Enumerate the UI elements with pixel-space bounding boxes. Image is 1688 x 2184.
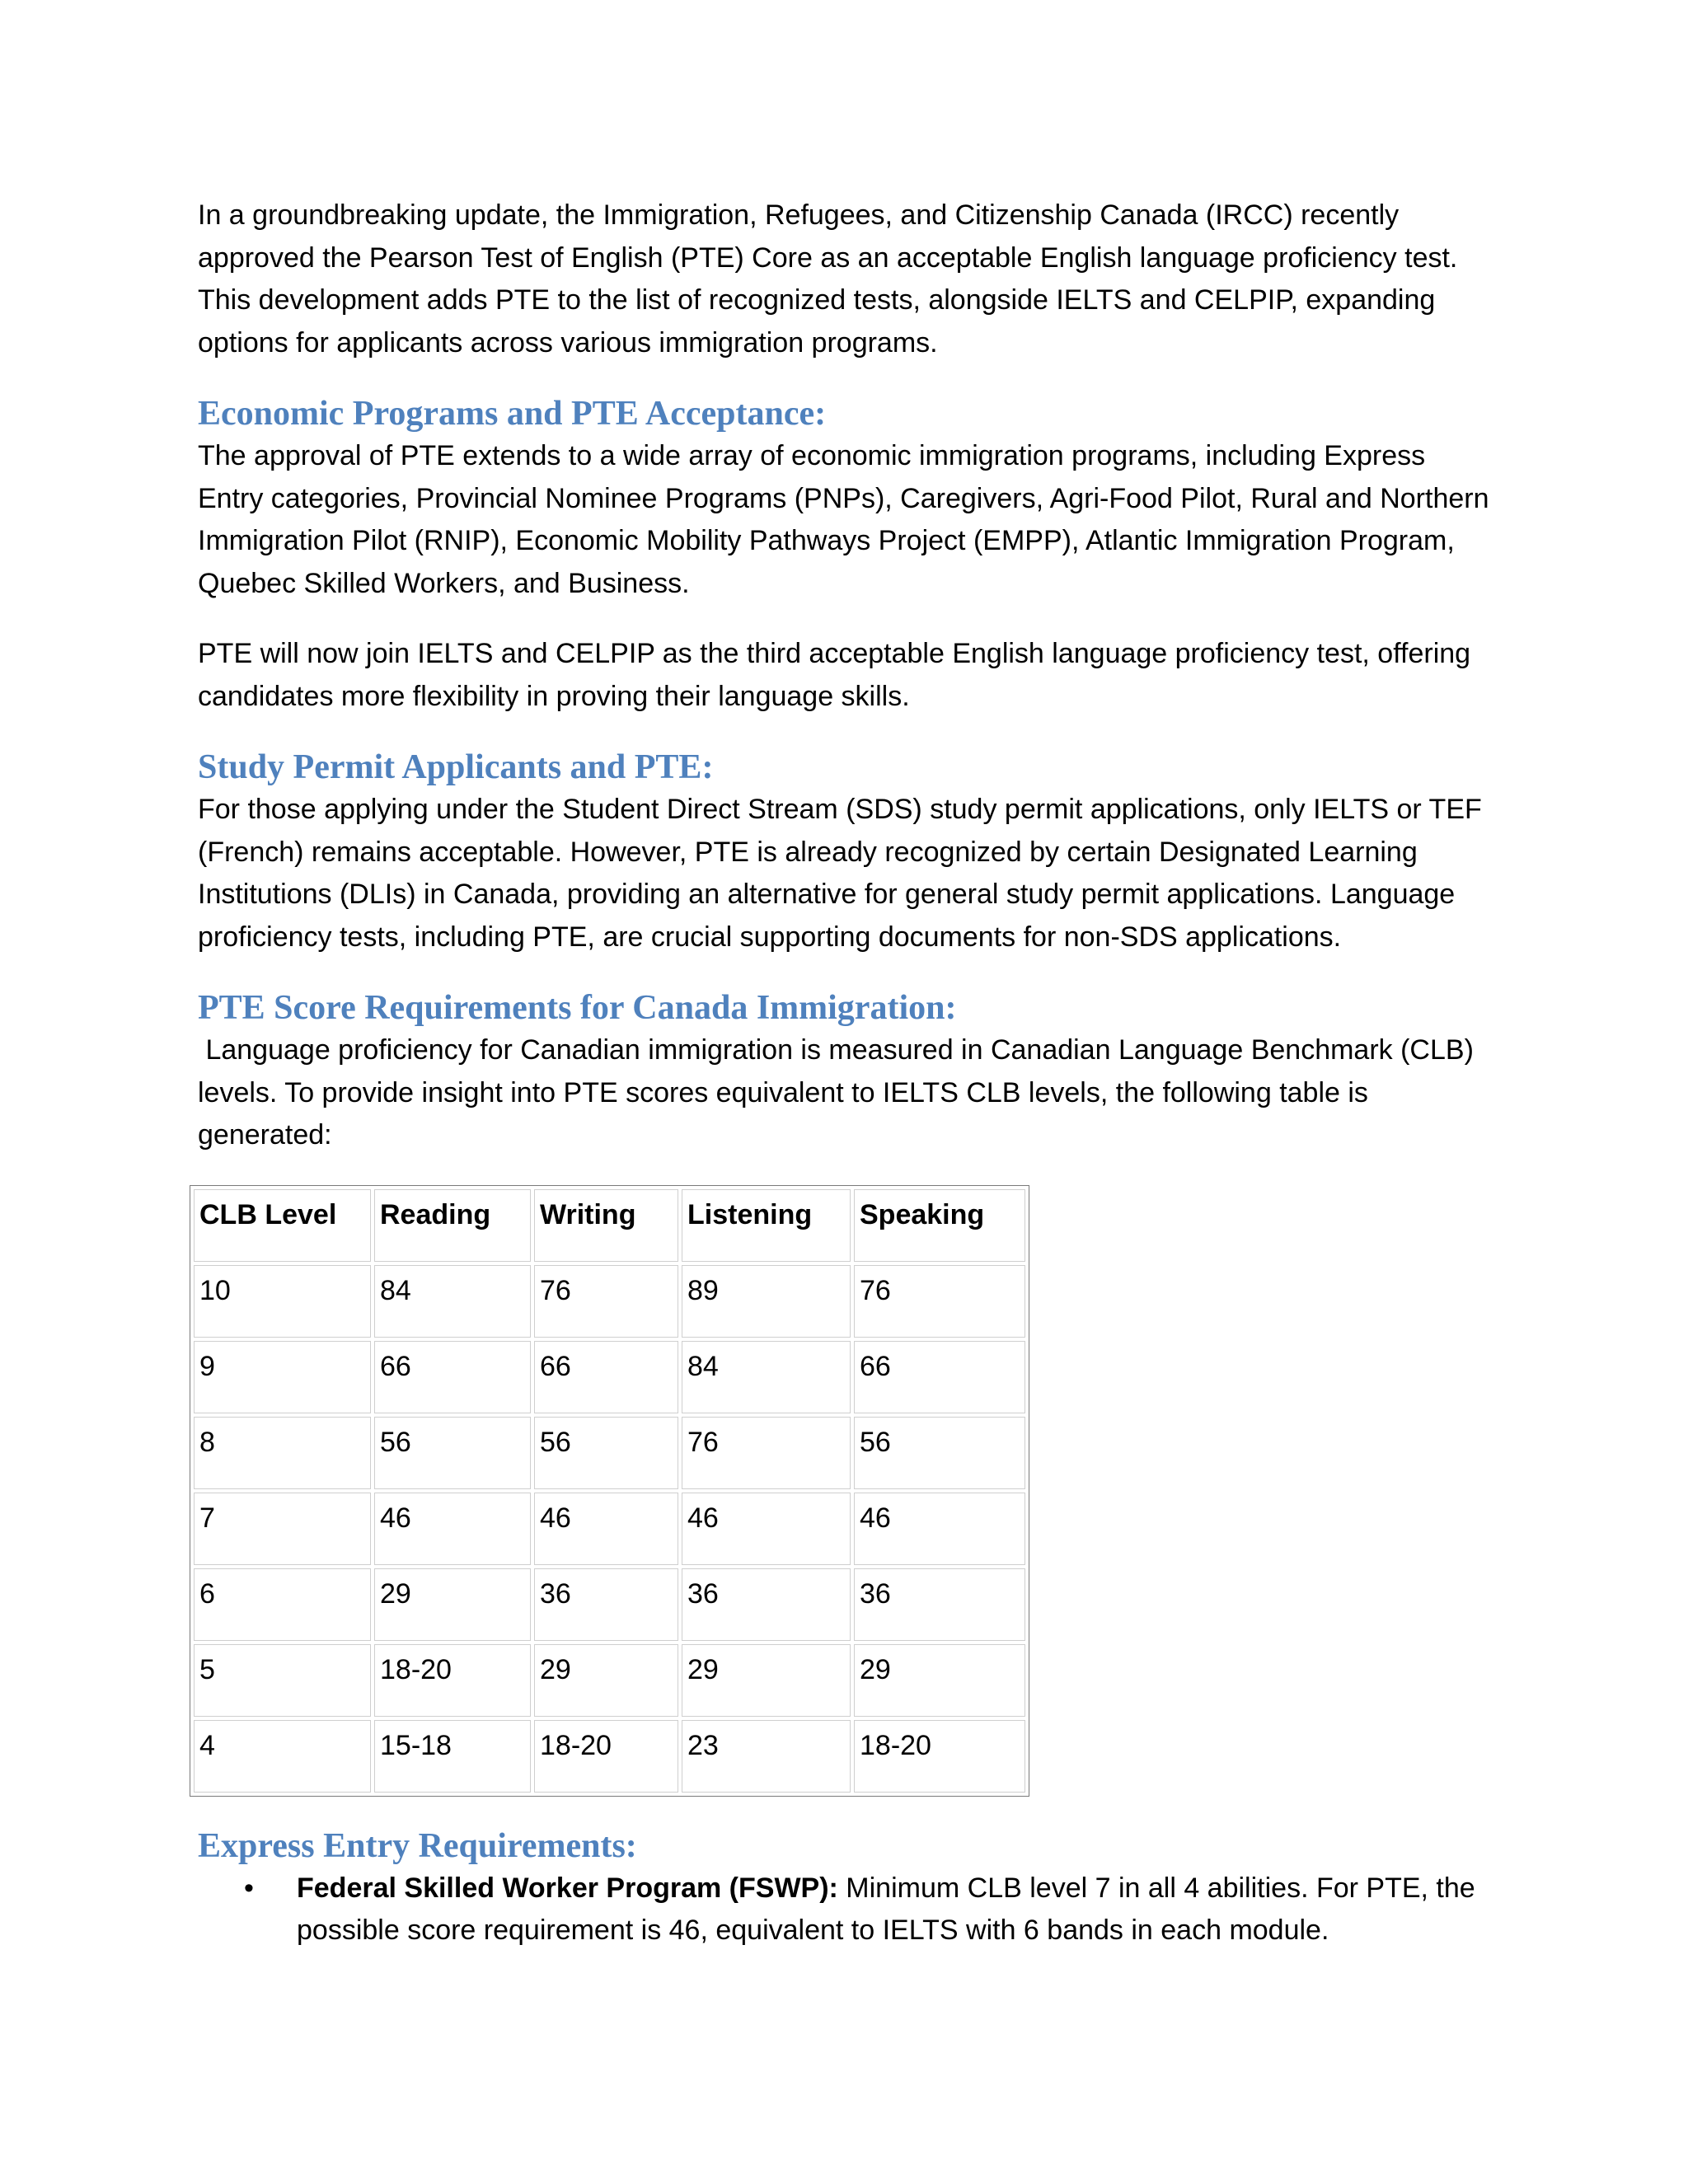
table-cell: 9 bbox=[194, 1341, 371, 1413]
table-cell: 18-20 bbox=[854, 1720, 1025, 1793]
table-cell: 10 bbox=[194, 1265, 371, 1338]
table-cell: 5 bbox=[194, 1644, 371, 1717]
table-cell: 46 bbox=[374, 1493, 531, 1565]
table-cell: 56 bbox=[374, 1417, 531, 1489]
table-cell: 46 bbox=[534, 1493, 678, 1565]
document-page bbox=[198, 194, 1493, 1952]
table-cell: 36 bbox=[854, 1568, 1025, 1641]
table-cell: 8 bbox=[194, 1417, 371, 1489]
table-row bbox=[194, 1568, 1025, 1641]
table-cell: 66 bbox=[374, 1341, 531, 1413]
list-item-text: Minimum CLB level 7 in all 4 abilities. For PTE, the possible score requirement is 46, equivalent to IELTS with 6 bands in each module. bbox=[297, 1872, 1475, 1946]
intro-paragraph: In a groundbreaking update, the Immigration, Refugees, and Citizenship Canada (IRCC) recently approved the Pearson Test of English (PTE) Core as an acceptable English language proficiency test. This development adds PTE to the list of recognized tests, alongside IELTS and CELPIP, expanding options for applicants across various immigration programs. bbox=[198, 199, 1458, 359]
table-cell: 29 bbox=[374, 1568, 531, 1641]
list-item-label: Federal Skilled Worker Program (FSWP): bbox=[297, 1872, 838, 1904]
economic-paragraph-1: The approval of PTE extends to a wide array of economic immigration programs, including Express Entry categories, Provincial Nominee Programs (PNPs), Caregivers, Agri-Food Pilot, Rural and Northern Immigration Pilot (RNIP), Economic Mobility Pathways Project (EMPP), Atlantic Immigration Program, Quebec Skilled Workers, and Business. bbox=[198, 440, 1489, 599]
table-cell: 6 bbox=[194, 1568, 371, 1641]
list-item bbox=[198, 1868, 1493, 1952]
heading-economic-programs: Economic Programs and PTE Acceptance: bbox=[198, 395, 827, 433]
table-header-cell: Reading bbox=[374, 1189, 531, 1262]
table-header-cell: Listening bbox=[682, 1189, 851, 1262]
table-row bbox=[194, 1644, 1025, 1717]
table-cell: 29 bbox=[682, 1644, 851, 1717]
table-cell: 7 bbox=[194, 1493, 371, 1565]
express-entry-list bbox=[198, 1868, 1493, 1952]
table-cell: 46 bbox=[682, 1493, 851, 1565]
table-cell: 84 bbox=[682, 1341, 851, 1413]
table-row bbox=[194, 1417, 1025, 1489]
table-cell: 84 bbox=[374, 1265, 531, 1338]
table-cell: 29 bbox=[534, 1644, 678, 1717]
bullet-icon: • bbox=[244, 1872, 254, 1904]
economic-paragraph-2: PTE will now join IELTS and CELPIP as the third acceptable English language proficiency test, offering candidates more flexibility in proving their language skills. bbox=[198, 638, 1471, 712]
table-cell: 29 bbox=[854, 1644, 1025, 1717]
heading-pte-score-requirements: PTE Score Requirements for Canada Immigration: bbox=[198, 989, 957, 1027]
table-row bbox=[194, 1493, 1025, 1565]
table-cell: 36 bbox=[682, 1568, 851, 1641]
table-cell: 36 bbox=[534, 1568, 678, 1641]
table-cell: 4 bbox=[194, 1720, 371, 1793]
table-row bbox=[194, 1720, 1025, 1793]
table-cell: 76 bbox=[534, 1265, 678, 1338]
heading-study-permit: Study Permit Applicants and PTE: bbox=[198, 748, 714, 786]
table-cell: 56 bbox=[534, 1417, 678, 1489]
table-cell: 76 bbox=[854, 1265, 1025, 1338]
heading-express-entry: Express Entry Requirements: bbox=[198, 1826, 637, 1865]
table-row bbox=[194, 1265, 1025, 1338]
table-header-cell: Speaking bbox=[854, 1189, 1025, 1262]
table-cell: 23 bbox=[682, 1720, 851, 1793]
table-header-cell: CLB Level bbox=[194, 1189, 371, 1262]
table-header-cell: Writing bbox=[534, 1189, 678, 1262]
table-cell: 66 bbox=[534, 1341, 678, 1413]
table-cell: 56 bbox=[854, 1417, 1025, 1489]
table-row bbox=[194, 1341, 1025, 1413]
table-cell: 46 bbox=[854, 1493, 1025, 1565]
table-cell: 89 bbox=[682, 1265, 851, 1338]
table-cell: 18-20 bbox=[534, 1720, 678, 1793]
table-cell: 15-18 bbox=[374, 1720, 531, 1793]
table-cell: 66 bbox=[854, 1341, 1025, 1413]
clb-score-table bbox=[190, 1185, 1029, 1797]
table-cell: 76 bbox=[682, 1417, 851, 1489]
table-cell: 18-20 bbox=[374, 1644, 531, 1717]
study-paragraph: For those applying under the Student Direct Stream (SDS) study permit applications, only IELTS or TEF (French) remains acceptable. However, PTE is already recognized by certain Designated Learning Institutions (DLIs) in Canada, providing an alternative for general study permit applications. Language proficiency tests, including PTE, are crucial supporting documents for non-SDS applications. bbox=[198, 794, 1482, 953]
scores-paragraph: Language proficiency for Canadian immigration is measured in Canadian Language Benchmark (CLB) levels. To provide insight into PTE scores equivalent to IELTS CLB levels, the following table is generated: bbox=[198, 1034, 1482, 1151]
table-header-row bbox=[194, 1189, 1025, 1262]
